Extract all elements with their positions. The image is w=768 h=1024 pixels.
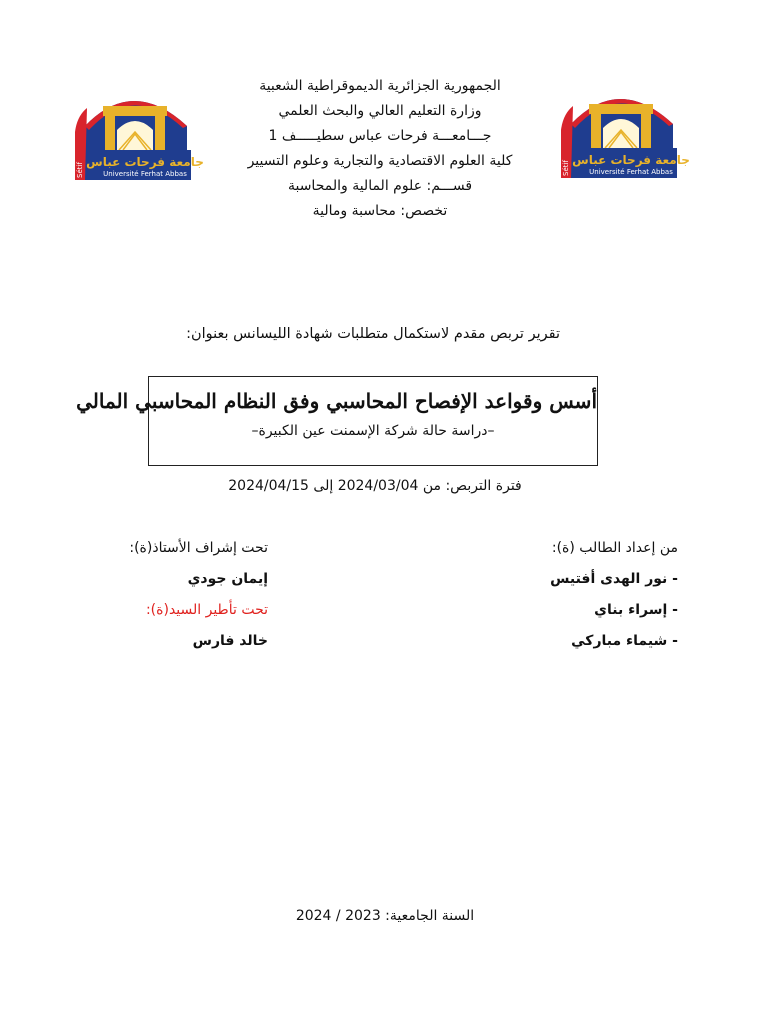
republic-name: الجمهورية الجزائرية الديموقراطية الشعبية	[259, 78, 501, 94]
internship-period: فترة التربص: من 2024/03/04 إلى 2024/04/15	[228, 478, 522, 494]
students-block	[430, 540, 678, 664]
specialty-name: تخصص: محاسبة ومالية	[312, 203, 448, 219]
logo-left-latin: Université Ferhat Abbas	[103, 170, 187, 178]
department-name: قســـم: علوم المالية والمحاسبة	[287, 178, 473, 194]
mentor-label: تحت تأطير السيد(ة):	[145, 602, 268, 618]
report-title: أسس وقواعد الإفصاح المحاسبي وفق النظام المحاسبي المالي	[76, 389, 597, 413]
institution-header	[160, 74, 600, 224]
supervisor-name: إيمان جودي	[187, 571, 268, 587]
logo-right-latin: Université Ferhat Abbas	[589, 168, 673, 176]
logo-left-arabic: جامعة فرحات عباس	[86, 155, 204, 169]
faculty-name: كلية العلوم الاقتصادية والتجارية وعلوم التسيير	[247, 153, 513, 169]
report-subtitle: –دراسة حالة شركة الإسمنت عين الكبيرة–	[251, 423, 495, 439]
student-name: - نور الهدى أفتيس	[550, 571, 678, 587]
supervisor-label: تحت إشراف الأستاذ(ة):	[129, 540, 268, 556]
ministry-name: وزارة التعليم العالي والبحث العلمي	[278, 103, 482, 119]
students-label: من إعداد الطالب (ة):	[551, 540, 678, 556]
mentor-name: خالد فارس	[192, 633, 268, 649]
academic-year: السنة الجامعية: 2023 / 2024	[295, 908, 475, 924]
supervisor-block	[100, 540, 268, 664]
report-intro: تقرير تربص مقدم لاستكمال متطلبات شهادة الليسانس بعنوان:	[186, 326, 560, 342]
student-name: - شيماء مباركي	[571, 633, 678, 649]
logo-right-side: Sétif	[562, 160, 570, 176]
title-box	[76, 376, 598, 466]
university-name: جـــامعـــة فرحات عباس سطيـــــف 1	[268, 128, 492, 144]
logo-right-arabic: جامعة فرحات عباس	[572, 153, 690, 167]
student-name: - إسراء بناي	[594, 602, 678, 618]
logo-left-side: Sétif	[76, 162, 84, 178]
